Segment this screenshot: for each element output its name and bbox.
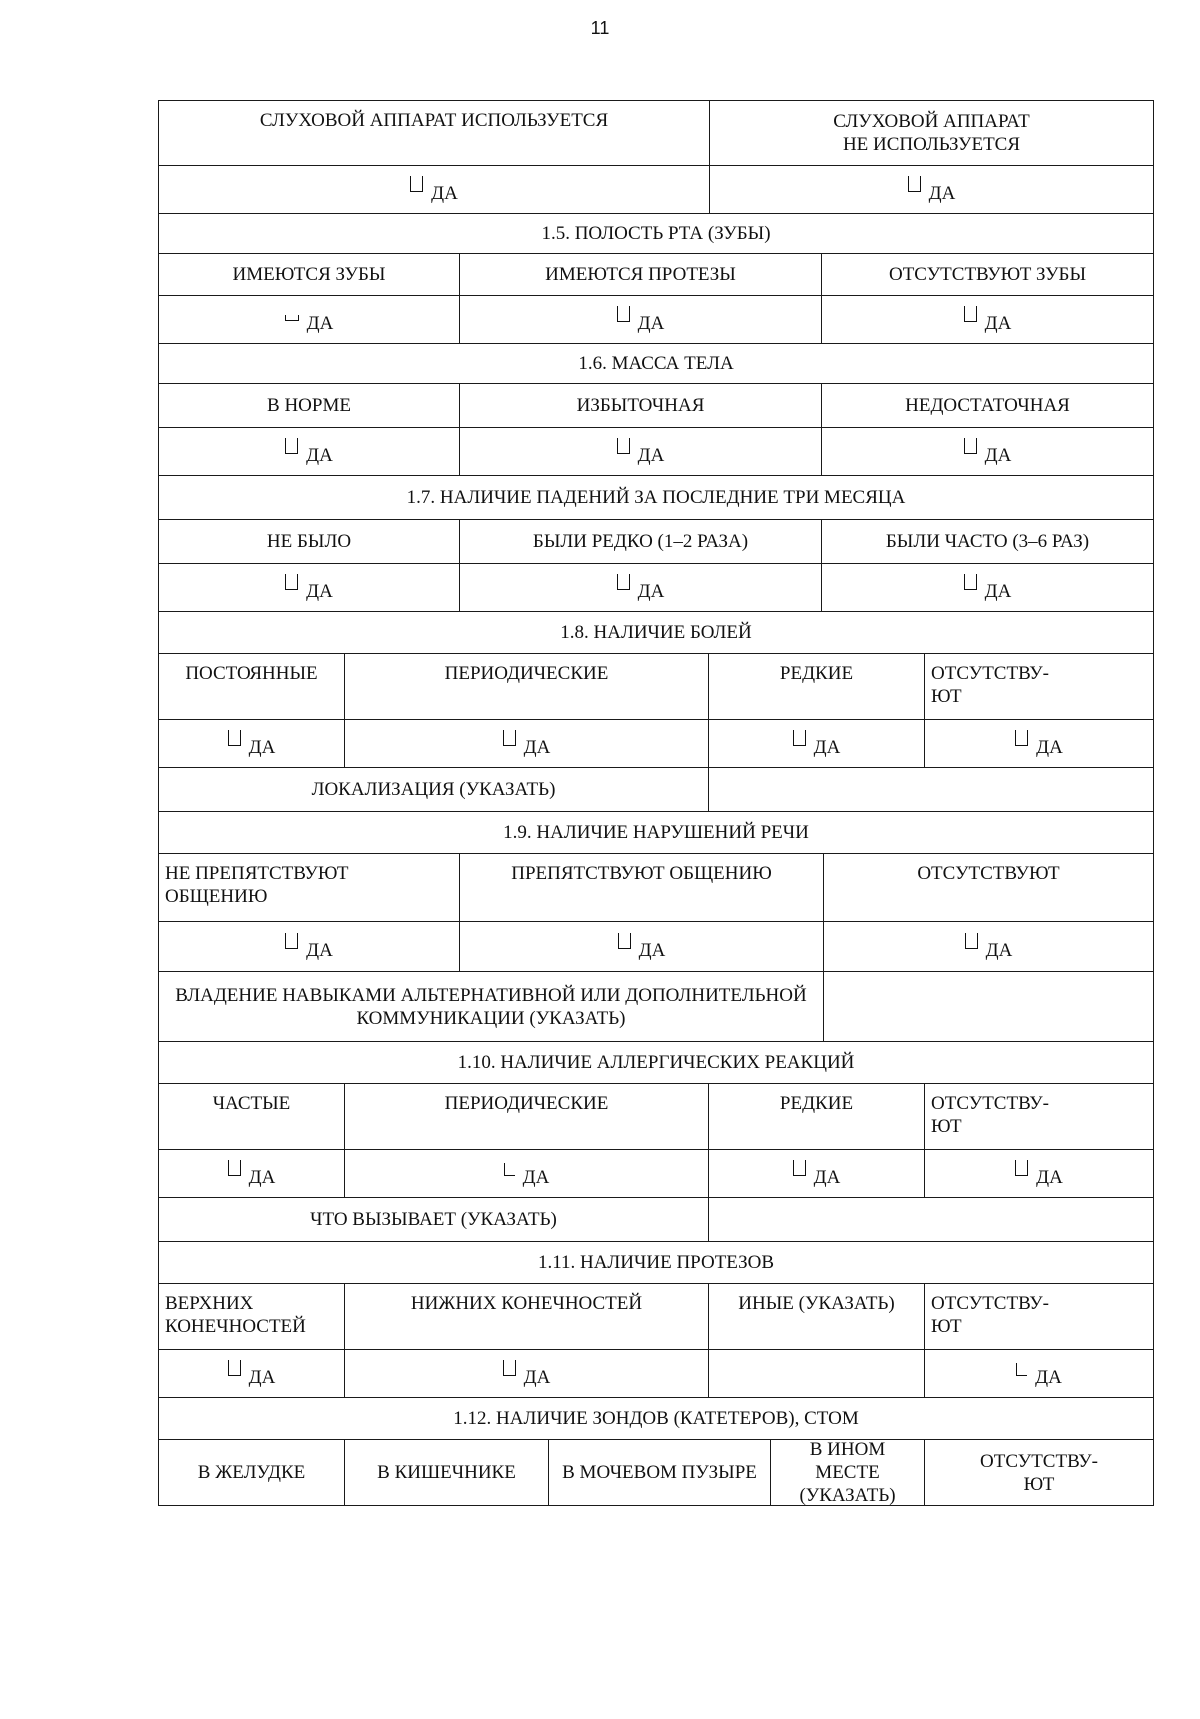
- option-label: ЧАСТЫЕ: [212, 1093, 291, 1114]
- checkbox[interactable]: [503, 730, 516, 746]
- hearing-aid-not-used-check[interactable]: ДА: [709, 166, 1153, 213]
- option-label: НЕ БЫЛО: [266, 531, 352, 552]
- option-check[interactable]: ДА: [344, 1350, 708, 1397]
- option-check[interactable]: ДА: [924, 1150, 1153, 1197]
- checkbox[interactable]: [617, 306, 630, 322]
- option-check[interactable]: ДА: [459, 428, 821, 475]
- checkbox[interactable]: [285, 315, 299, 321]
- assessment-form: [158, 100, 1154, 1506]
- option-label-line2: ЮТ: [931, 1116, 962, 1137]
- communication-skills-row: [159, 971, 1153, 1041]
- option-label: НИЖНИХ КОНЕЧНОСТЕЙ: [344, 1284, 708, 1349]
- checkbox[interactable]: [228, 1160, 241, 1176]
- option-label-line2: ЮТ: [1023, 1473, 1055, 1495]
- option-check[interactable]: ДА: [708, 1150, 924, 1197]
- option-label: ПЕРИОДИЧЕСКИЕ: [344, 654, 708, 719]
- option-label: [924, 654, 1153, 719]
- checkbox[interactable]: [1015, 730, 1028, 746]
- option-check[interactable]: ДА: [459, 296, 821, 343]
- checkbox[interactable]: [617, 438, 630, 454]
- section-1-9-title: 1.9. НАЛИЧИЕ НАРУШЕНИЙ РЕЧИ: [503, 821, 809, 843]
- communication-skills-line1: ВЛАДЕНИЕ НАВЫКАМИ АЛЬТЕРНАТИВНОЙ ИЛИ ДОПОЛНИТЕЛЬНОЙ: [175, 984, 807, 1006]
- section-title-row: [159, 1397, 1153, 1439]
- option-label: НЕДОСТАТОЧНАЯ: [821, 384, 1153, 427]
- option-label: В КИШЕЧНИКЕ: [344, 1440, 548, 1505]
- oral-cavity-options-row: [159, 253, 1153, 295]
- section-title-row: [159, 475, 1153, 519]
- option-check[interactable]: ДА: [159, 1150, 344, 1197]
- option-check[interactable]: ДА: [344, 1150, 708, 1197]
- other-prosthesis-input[interactable]: [708, 1350, 924, 1397]
- option-label: ИНЫЕ (УКАЗАТЬ): [708, 1284, 924, 1349]
- option-label: ИМЕЮТСЯ ПРОТЕЗЫ: [459, 254, 821, 295]
- option-label-line1: ОТСУТСТВУ-: [931, 663, 1049, 684]
- section-1-5-title: 1.5. ПОЛОСТЬ РТА (ЗУБЫ): [541, 222, 771, 244]
- option-label: БЫЛИ ЧАСТО (3–6 РАЗ): [821, 520, 1153, 563]
- section-1-8-title: 1.8. НАЛИЧИЕ БОЛЕЙ: [560, 621, 752, 643]
- option-check[interactable]: ДА: [823, 922, 1153, 971]
- option-check[interactable]: ДА: [821, 296, 1153, 343]
- option-label-line2: ЮТ: [931, 1316, 962, 1337]
- pain-options-row: [159, 653, 1153, 719]
- option-label: ОТСУТСТВУЮТ: [823, 854, 1153, 921]
- option-check[interactable]: ДА: [159, 720, 344, 767]
- oral-cavity-check-row: [159, 295, 1153, 343]
- option-label-line2: КОНЕЧНОСТЕЙ: [165, 1316, 306, 1337]
- option-label: ПОСТОЯННЫЕ: [185, 663, 318, 684]
- hearing-aid-not-used-line1: СЛУХОВОЙ АППАРАТ: [833, 111, 1030, 132]
- checkbox[interactable]: [503, 1360, 516, 1376]
- option-check[interactable]: ДА: [159, 296, 459, 343]
- page-number: 11: [590, 18, 610, 38]
- checkbox[interactable]: [228, 1360, 241, 1376]
- body-mass-check-row: [159, 427, 1153, 475]
- checkbox[interactable]: [964, 438, 977, 454]
- checkbox[interactable]: [1015, 1160, 1028, 1176]
- checkbox[interactable]: [617, 574, 630, 590]
- option-label: ПЕРИОДИЧЕСКИЕ: [344, 1084, 708, 1149]
- allergy-cause-input[interactable]: [708, 1198, 1153, 1241]
- section-title-row: [159, 343, 1153, 383]
- checkbox[interactable]: [410, 176, 423, 192]
- catheter-options-row: [159, 1439, 1153, 1505]
- option-label-line2: ЮТ: [931, 686, 962, 707]
- option-label: В ЖЕЛУДКЕ: [197, 1462, 306, 1483]
- checkbox[interactable]: [908, 176, 921, 192]
- section-1-6-title: 1.6. МАССА ТЕЛА: [578, 352, 734, 374]
- section-1-10-title: 1.10. НАЛИЧИЕ АЛЛЕРГИЧЕСКИХ РЕАКЦИЙ: [457, 1051, 855, 1073]
- pain-check-row: [159, 719, 1153, 767]
- hearing-aid-header-row: [159, 101, 1153, 165]
- speech-check-row: [159, 921, 1153, 971]
- allergy-check-row: [159, 1149, 1153, 1197]
- option-label-line2: (УКАЗАТЬ): [799, 1485, 896, 1506]
- allergy-cause-row: [159, 1197, 1153, 1241]
- checkbox[interactable]: [285, 438, 298, 454]
- option-label: [770, 1440, 924, 1505]
- body-mass-options-row: [159, 383, 1153, 427]
- section-title-row: [159, 611, 1153, 653]
- option-check[interactable]: ДА: [459, 922, 823, 971]
- option-check[interactable]: ДА: [344, 720, 708, 767]
- checkbox[interactable]: [964, 306, 977, 322]
- checkbox[interactable]: [793, 730, 806, 746]
- prosthesis-check-row: [159, 1349, 1153, 1397]
- communication-skills-line2: КОММУНИКАЦИИ (УКАЗАТЬ): [356, 1007, 626, 1029]
- checkbox[interactable]: [285, 574, 298, 590]
- option-check[interactable]: ДА: [924, 1350, 1153, 1397]
- checkbox[interactable]: [285, 933, 298, 949]
- option-label-line1: НЕ ПРЕПЯТСТВУЮТ: [165, 863, 349, 884]
- checkbox[interactable]: [793, 1160, 806, 1176]
- section-1-11-title: 1.11. НАЛИЧИЕ ПРОТЕЗОВ: [537, 1251, 775, 1273]
- option-label: ОТСУТСТВУЮТ ЗУБЫ: [821, 254, 1153, 295]
- option-label: [924, 1284, 1153, 1349]
- option-check[interactable]: ДА: [459, 564, 821, 611]
- option-label-line1: ВЕРХНИХ: [165, 1293, 254, 1314]
- option-label: РЕДКИЕ: [708, 1084, 924, 1149]
- checkbox[interactable]: [618, 933, 631, 949]
- falls-check-row: [159, 563, 1153, 611]
- falls-options-row: [159, 519, 1153, 563]
- section-1-12-title: 1.12. НАЛИЧИЕ ЗОНДОВ (КАТЕТЕРОВ), СТОМ: [453, 1407, 859, 1429]
- hearing-aid-used-check[interactable]: ДА: [159, 166, 709, 213]
- communication-skills-input[interactable]: [823, 972, 1153, 1041]
- option-label: БЫЛИ РЕДКО (1–2 РАЗА): [459, 520, 821, 563]
- section-title-row: [159, 811, 1153, 853]
- option-label: В МОЧЕВОМ ПУЗЫРЕ: [548, 1440, 770, 1505]
- section-title-row: [159, 213, 1153, 253]
- option-check[interactable]: ДА: [159, 922, 459, 971]
- allergy-cause-label: ЧТО ВЫЗЫВАЕТ (УКАЗАТЬ): [310, 1209, 557, 1230]
- option-label: [159, 854, 459, 921]
- checkbox[interactable]: [228, 730, 241, 746]
- allergy-options-row: [159, 1083, 1153, 1149]
- option-label: ИЗБЫТОЧНАЯ: [459, 384, 821, 427]
- hearing-aid-not-used-label: [709, 101, 1153, 165]
- option-label: [159, 1284, 344, 1349]
- option-label-line2: ОБЩЕНИЮ: [165, 886, 268, 907]
- localization-label: ЛОКАЛИЗАЦИЯ (УКАЗАТЬ): [311, 779, 556, 800]
- option-label: В НОРМЕ: [267, 395, 351, 416]
- speech-options-row: [159, 853, 1153, 921]
- prosthesis-options-row: [159, 1283, 1153, 1349]
- section-1-7-title: 1.7. НАЛИЧИЕ ПАДЕНИЙ ЗА ПОСЛЕДНИЕ ТРИ МЕСЯЦА: [406, 486, 906, 508]
- checkbox[interactable]: [1016, 1363, 1027, 1376]
- checkbox[interactable]: [964, 574, 977, 590]
- section-title-row: [159, 1241, 1153, 1283]
- option-label: ИМЕЮТСЯ ЗУБЫ: [232, 264, 386, 285]
- option-check[interactable]: ДА: [821, 428, 1153, 475]
- option-check[interactable]: ДА: [924, 720, 1153, 767]
- option-check[interactable]: ДА: [159, 1350, 344, 1397]
- option-label: ПРЕПЯТСТВУЮТ ОБЩЕНИЮ: [459, 854, 823, 921]
- option-check[interactable]: ДА: [159, 428, 459, 475]
- option-label-line1: ОТСУТСТВУ-: [980, 1450, 1098, 1472]
- checkbox[interactable]: [504, 1163, 515, 1176]
- option-label-line1: ОТСУТСТВУ-: [931, 1293, 1049, 1314]
- option-label: [924, 1440, 1153, 1505]
- section-title-row: [159, 1041, 1153, 1083]
- pain-localization-row: [159, 767, 1153, 811]
- hearing-aid-used-label: СЛУХОВОЙ АППАРАТ ИСПОЛЬЗУЕТСЯ: [259, 110, 609, 131]
- communication-skills-label: [159, 972, 823, 1041]
- option-check[interactable]: ДА: [708, 720, 924, 767]
- option-label: [924, 1084, 1153, 1149]
- localization-input[interactable]: [708, 768, 1153, 811]
- option-check[interactable]: ДА: [159, 564, 459, 611]
- option-label: РЕДКИЕ: [708, 654, 924, 719]
- option-check[interactable]: ДА: [821, 564, 1153, 611]
- checkbox[interactable]: [965, 933, 978, 949]
- option-label-line1: В ИНОМ МЕСТЕ: [809, 1439, 886, 1483]
- hearing-aid-not-used-line2: НЕ ИСПОЛЬЗУЕТСЯ: [842, 134, 1021, 155]
- option-label-line1: ОТСУТСТВУ-: [931, 1093, 1049, 1114]
- hearing-aid-check-row: [159, 165, 1153, 213]
